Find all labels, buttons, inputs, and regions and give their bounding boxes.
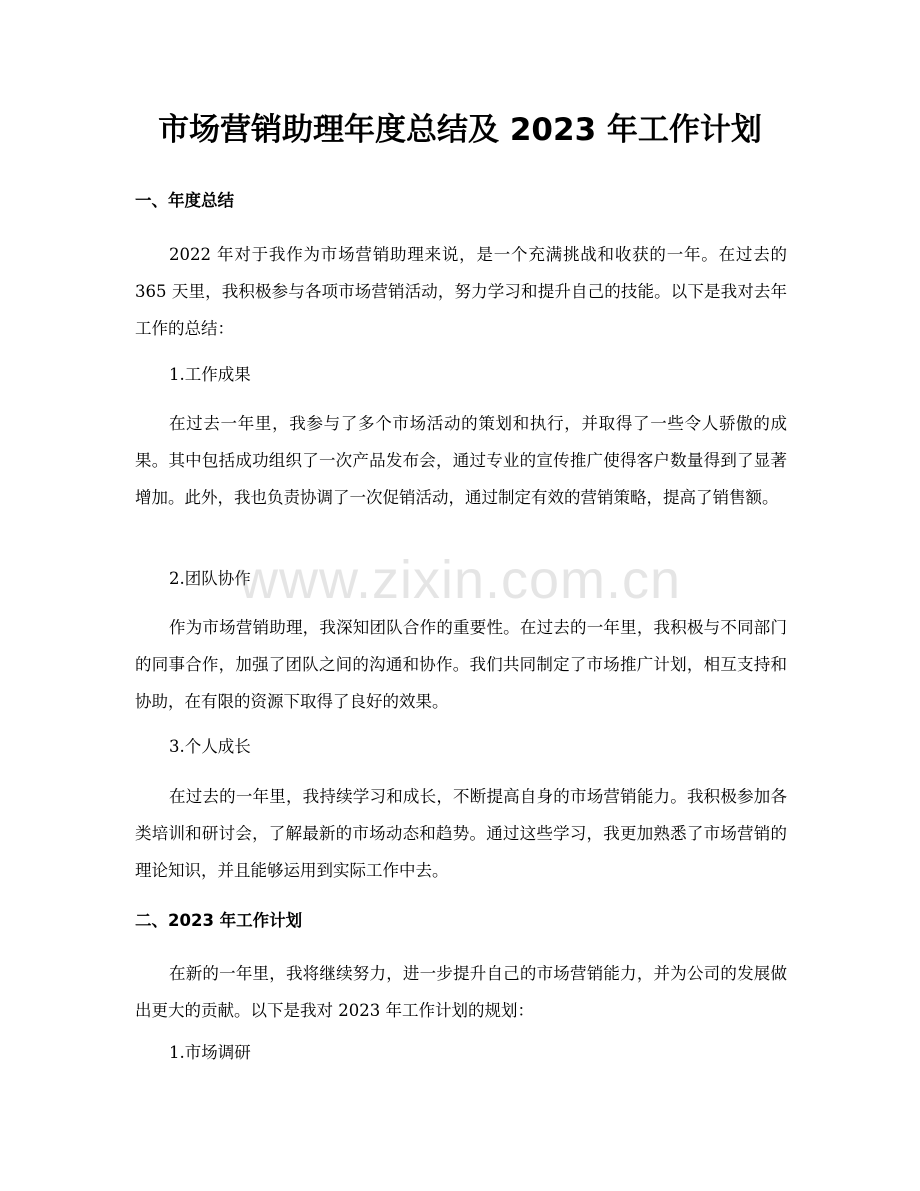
section-heading-annual-summary: 一、年度总结	[135, 191, 234, 210]
work-results-paragraph: 在过去一年里，我参与了多个市场活动的策划和执行，并取得了一些令人骄傲的成果。其中包括成功组织了一次产品发布会，通过专业的宣传推广使得客户数量得到了显著增加。此外，我也负责协调了一次促销活动，通过制定有效的营销策略，提高了销售额。	[135, 414, 787, 507]
watermark: www.zixin.com.cn	[238, 550, 682, 610]
document-title: 市场营销助理年度总结及 2023 年工作计划	[158, 112, 762, 148]
subheading-team-collaboration: 2.团队协作	[169, 569, 251, 588]
section-heading-2023-plan: 二、2023 年工作计划	[135, 911, 303, 930]
subheading-personal-growth: 3.个人成长	[169, 737, 251, 756]
team-collaboration-paragraph: 作为市场营销助理，我深知团队合作的重要性。在过去的一年里，我积极与不同部门的同事合作，加强了团队之间的沟通和协作。我们共同制定了市场推广计划，相互支持和协助，在有限的资源下取得了良好的效果。	[135, 618, 787, 711]
personal-growth-paragraph: 在过去的一年里，我持续学习和成长，不断提高自身的市场营销能力。我积极参加各类培训和研讨会，了解最新的市场动态和趋势。通过这些学习，我更加熟悉了市场营销的理论知识，并且能够运用到实际工作中去。	[135, 787, 787, 880]
summary-intro-paragraph: 2022 年对于我作为市场营销助理来说，是一个充满挑战和收获的一年。在过去的 365 天里，我积极参与各项市场营销活动，努力学习和提升自己的技能。以下是我对去年工作的总结：	[135, 245, 787, 338]
plan-intro-paragraph: 在新的一年里，我将继续努力，进一步提升自己的市场营销能力，并为公司的发展做出更大的贡献。以下是我对 2023 年工作计划的规划：	[135, 964, 787, 1020]
subheading-work-results: 1.工作成果	[169, 365, 251, 384]
subheading-market-research: 1.市场调研	[169, 1043, 251, 1062]
